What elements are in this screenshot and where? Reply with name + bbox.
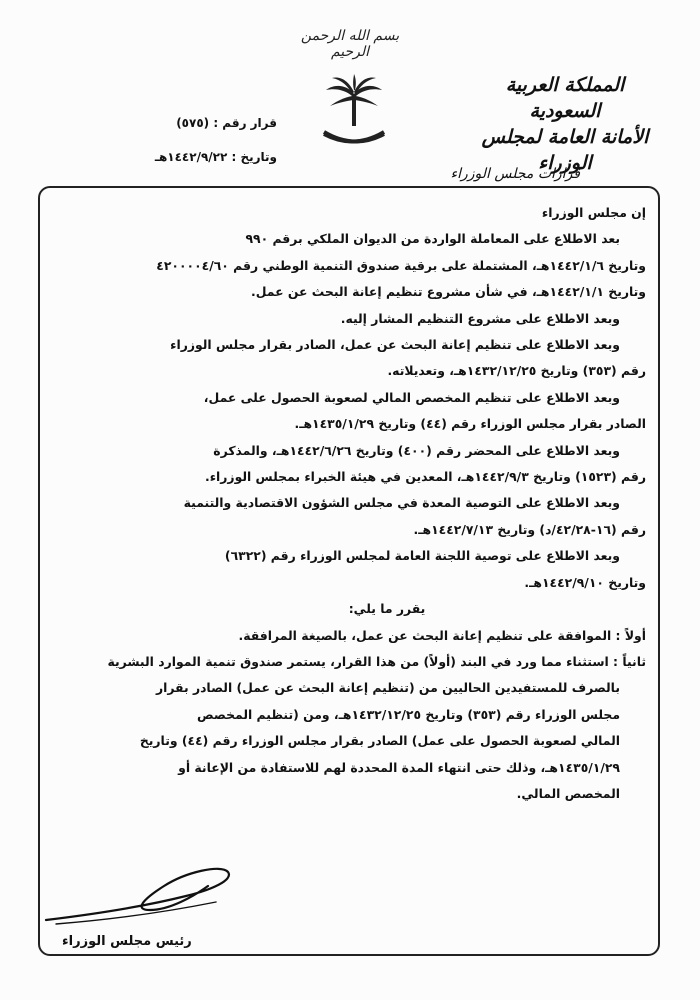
issuer-letterhead: [470, 72, 660, 176]
paragraph-line: وبعد الاطلاع على التوصية المعدة في مجلس الشؤون الاقتصادية والتنمية: [183, 495, 620, 511]
paragraph-line: بعد الاطلاع على المعاملة الواردة من الديوان الملكي برقم ٩٩٠: [245, 231, 620, 247]
clause-line: المخصص المالي.: [516, 785, 620, 801]
paragraph-line: وتاريخ ١٤٤٢/١/١هـ، في شأن مشروع تنظيم إعانة البحث عن عمل.: [251, 284, 646, 300]
paragraph-line: الصادر بقرار مجلس الوزراء رقم (٤٤) وتاريخ ١٤٣٥/١/٢٩هـ.: [294, 416, 646, 432]
kingdom-name: المملكة العربية السعودية: [505, 74, 625, 122]
paragraph-line: وبعد الاطلاع على المحضر رقم (٤٠٠) وتاريخ ١٤٤٢/٦/٢٦هـ، والمذكرة: [213, 442, 620, 458]
decision-number: قرار رقم : (٥٧٥): [176, 116, 277, 130]
paragraph-line: رقم (١٥٢٣) وتاريخ ١٤٤٢/٩/٣هـ، المعدين في هيئة الخبراء بمجلس الوزراء.: [205, 469, 646, 485]
resolves-heading: يقرر ما يلي:: [348, 601, 426, 617]
signer-title: رئيس مجلس الوزراء: [62, 934, 192, 949]
paragraph-line: وبعد الاطلاع على توصية اللجنة العامة لمجلس الوزراء رقم (٦٣٢٢): [224, 548, 620, 564]
bismillah-header: بسم الله الرحمن الرحيم: [300, 28, 400, 60]
paragraph-line: رقم (٣٥٣) وتاريخ ١٤٣٢/١٢/٢٥هـ، وتعديلاته.: [387, 363, 646, 379]
paragraph-line: وبعد الاطلاع على مشروع التنظيم المشار إليه.: [340, 310, 620, 326]
handwritten-signature: [36, 862, 246, 942]
paragraph-line: وتاريخ ١٤٤٢/١/٦هـ، المشتملة على برقية صندوق التنمية الوطني رقم ٤٢٠٠٠٠٤/٦٠: [156, 257, 646, 273]
clause-line: مجلس الوزراء رقم (٣٥٣) وتاريخ ١٤٣٢/١٢/٢٥هـ، ومن (تنظيم المخصص: [196, 706, 620, 722]
paragraph-line: وبعد الاطلاع على تنظيم المخصص المالي لصعوبة الحصول على عمل،: [203, 389, 620, 405]
clause-line: ١٤٣٥/١/٢٩هـ، وذلك حتى انتهاء المدة المحددة لهم للاستفادة من الإعانة أو: [178, 759, 620, 775]
clause-line: المالي لصعوبة الحصول على عمل) الصادر بقرار مجلس الوزراء رقم (٤٤) وتاريخ: [139, 733, 620, 749]
clause-line: ثانياً : استثناء مما ورد في البند (أولاً) من هذا القرار، يستمر صندوق تنمية الموارد البشرية: [107, 653, 646, 669]
decision-body: [48, 200, 646, 807]
saudi-emblem-icon: [318, 74, 390, 154]
opening-line: إن مجلس الوزراء: [541, 205, 646, 220]
council-decisions-label: قرارات مجلس الوزراء: [450, 166, 580, 182]
decision-meta: [112, 106, 277, 174]
paragraph-line: وبعد الاطلاع على تنظيم إعانة البحث عن عمل، الصادر بقرار مجلس الوزراء: [170, 337, 620, 353]
paragraph-line: وتاريخ ١٤٤٢/٩/١٠هـ.: [524, 574, 646, 590]
decision-date: وتاريخ : ١٤٤٢/٩/٢٢هـ: [154, 150, 277, 164]
clause-line: بالصرف للمستفيدين الحاليين من (تنظيم إعانة البحث عن عمل) الصادر بقرار: [155, 680, 620, 696]
secretariat-name: الأمانة العامة لمجلس الوزراء: [481, 126, 649, 174]
clause-line: أولاً : الموافقة على تنظيم إعانة البحث عن عمل، بالصيغة المرافقة.: [238, 627, 646, 643]
paragraph-line: رقم (١٦-٤٢/٢٨/د) وتاريخ ١٤٤٢/٧/١٣هـ.: [413, 521, 646, 537]
